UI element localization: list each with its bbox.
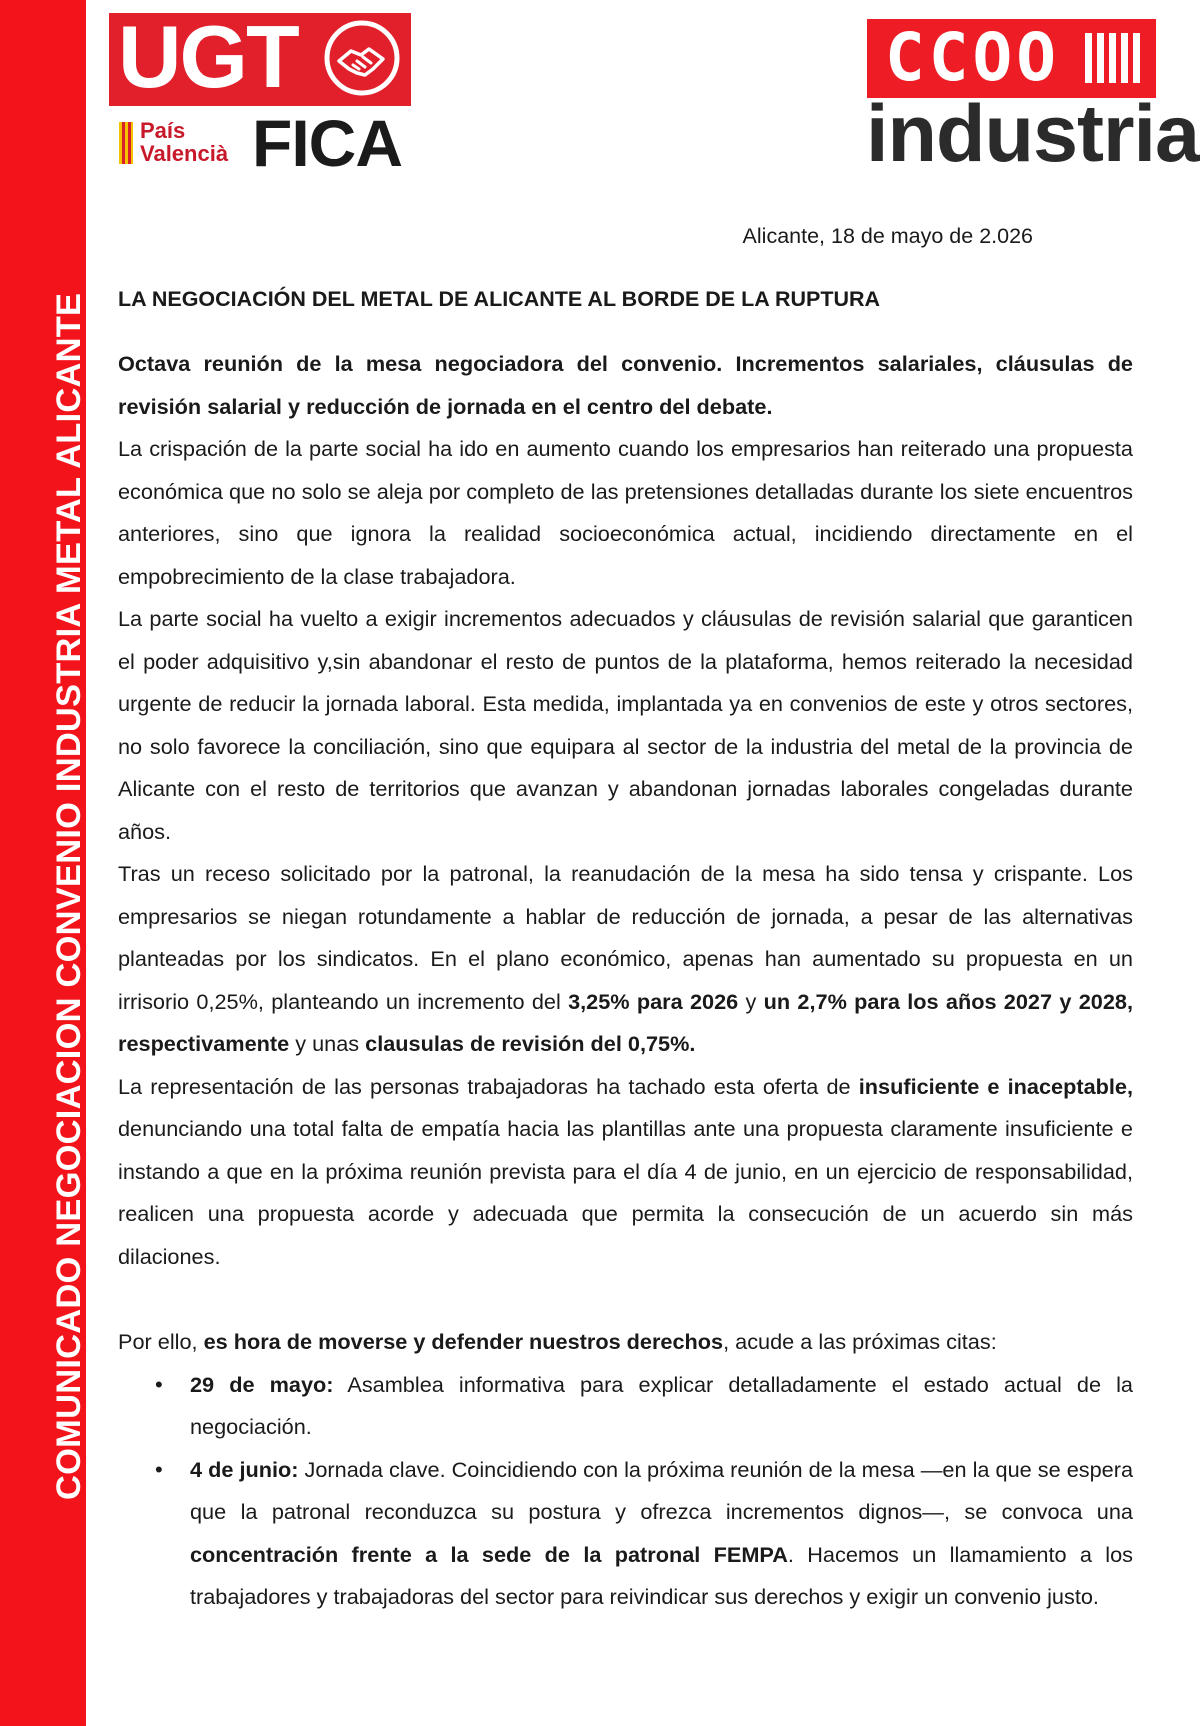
list-item: • 4 de junio: Jornada clave. Coincidiendo con la próxima reunión de la mesa —en la que se espera que la patronal reconduzca su postura y ofrezca incrementos dignos—, se convoca una concentración frente a la sede de la patronal FEMPA. Hacemos un llamamiento a los trabajadores y trabajadoras del sector para reivindicar sus derechos y exigir un convenio justo.	[118, 1449, 1133, 1619]
lead-paragraph: Octava reunión de la mesa negociadora del convenio. Incrementos salariales, cláusulas de revisión salarial y reducción de jornada en el centro del debate.	[118, 351, 1133, 419]
handshake-icon	[323, 19, 401, 97]
list-item: • 29 de mayo: Asamblea informativa para explicar detalladamente el estado actual de la negociación.	[118, 1364, 1133, 1449]
ugt-region: País Valencià	[140, 118, 229, 166]
paragraph-2: La parte social ha vuelto a exigir incrementos adecuados y cláusulas de revisión salarial que garanticen el poder adquisitivo y,sin abandonar el resto de puntos de la plataforma, hemos reiterado la necesidad urgente de reducir la jornada laboral. Esta medida, implantada ya en convenios de este y otros sectores, no solo favorece la conciliación, sino que equipara al sector de la industria del metal de la provincia de Alicante con el resto de territorios que avanzan y abandonan jornadas laborales congeladas durante años.	[118, 606, 1133, 844]
paragraph-4: La representación de las personas trabajadoras ha tachado esta oferta de insuficiente e inaceptable, denunciando una total falta de empatía hacia las plantillas ante una propuesta claramente insuficiente e instando a que en la próxima reunión prevista para el día 4 de junio, en un ejercicio de responsabilidad, realicen una propuesta acorde y adecuada que permita la consecución de un acuerdo sin más dilaciones.	[118, 1073, 1133, 1269]
document-body	[118, 343, 1133, 1619]
agenda-list	[118, 1364, 1133, 1619]
ugt-logo-letters: UGT	[118, 7, 298, 106]
ugt-federation: FICA	[252, 106, 402, 180]
paragraph-5: Por ello, es hora de moverse y defender nuestros derechos, acude a las próximas citas:	[118, 1329, 997, 1354]
document-headline: LA NEGOCIACIÓN DEL METAL DE ALICANTE AL BORDE DE LA RUPTURA	[118, 287, 881, 311]
document-date: Alicante, 18 de mayo de 2.026	[742, 224, 1033, 248]
sidebar-banner	[0, 0, 86, 1726]
senyera-flag-icon	[119, 122, 133, 164]
ccoo-logo	[867, 19, 1156, 98]
ccoo-logo-letters: CCOO	[885, 19, 1060, 96]
ccoo-sector: industria	[866, 89, 1200, 179]
paragraph-1: La crispación de la parte social ha ido en aumento cuando los empresarios han reiterado una propuesta económica que no solo se aleja por completo de las pretensiones detalladas durante los siete encuentros anteriores, sino que ignora la realidad socioeconómica actual, incidiendo directamente en el empobrecimiento de la clase trabajadora.	[118, 436, 1133, 589]
paragraph-3: Tras un receso solicitado por la patronal, la reanudación de la mesa ha sido tensa y crispante. Los empresarios se niegan rotundamente a hablar de reducción de jornada, a pesar de las alternativas planteadas por los sindicatos. En el plano económico, apenas han aumentado su propuesta en un irrisorio 0,25%, planteando un incremento del 3,25% para 2026 y un 2,7% para los años 2027 y 2028, respectivamente y unas clausulas de revisión del 0,75%.	[118, 861, 1133, 1056]
ugt-logo	[109, 7, 411, 106]
sidebar-title: COMUNICADO NEGOCIACION CONVENIO INDUSTRIA METAL ALICANTE	[50, 292, 88, 1500]
